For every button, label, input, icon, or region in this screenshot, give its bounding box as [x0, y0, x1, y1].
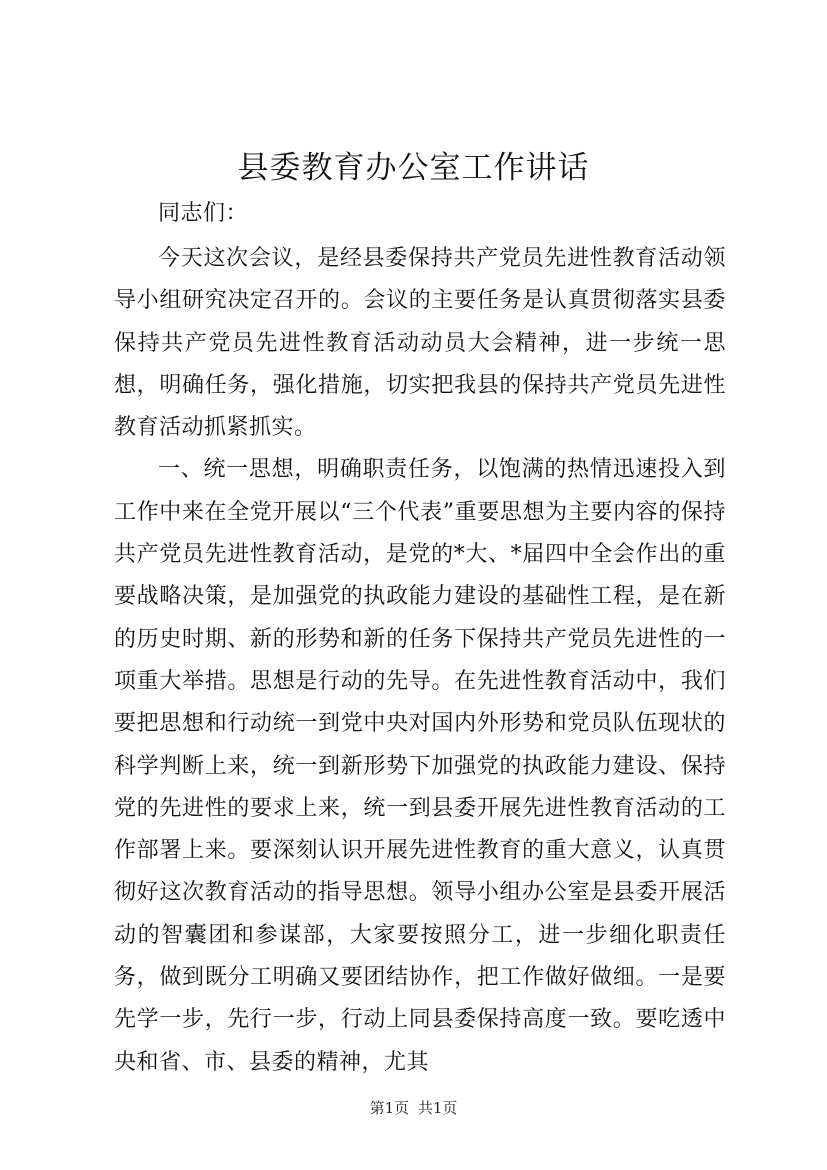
page-number: 第1页 — [369, 1099, 410, 1117]
salutation: 同志们： — [158, 201, 249, 226]
page-total: 共1页 — [417, 1099, 458, 1117]
document-body — [114, 196, 726, 1084]
paragraph-section-one: 一、统一思想，明确职责任务，以饱满的热情迅速投入到工作中来在全党开展以“三个代表”重要思想为主要内容的保持共产党员先进性教育活动，是党的*大、*届四中全会作出的重要战略决策，是加强党的执政能力建设的基础性工程，是在新的历史时期、新的形势和新的任务下保持共产党员先进性的一项重大举措。思想是行动的先导。在先进性教育活动中，我们要把思想和行动统一到党中央对国内外形势和党员队伍现状的科学判断上来，统一到新形势下加强党的执政能力建设、保持党的先进性的要求上来，统一到县委开展先进性教育活动的工作部署上来。要深刻认识开展先进性教育的重大意义，认真贯彻好这次教育活动的指导思想。领导小组办公室是县委开展活动的智囊团和参谋部，大家要按照分工，进一步细化职责任务，做到既分工明确又要团结协作，把工作做好做细。一是要先学一步，先行一步，行动上同县委保持高度一致。要吃透中央和省、市、县委的精神，尤其 — [114, 457, 726, 1075]
page-footer — [0, 1098, 827, 1118]
document-title: 县委教育办公室工作讲话 — [237, 150, 590, 186]
paragraph-intro: 今天这次会议，是经县委保持共产党员先进性教育活动领导小组研究决定召开的。会议的主要任务是认真贯彻落实县委保持共产党员先进性教育活动动员大会精神，进一步统一思想，明确任务，强化措施，切实把我县的保持共产党员先进性教育活动抓紧抓实。 — [114, 246, 726, 441]
